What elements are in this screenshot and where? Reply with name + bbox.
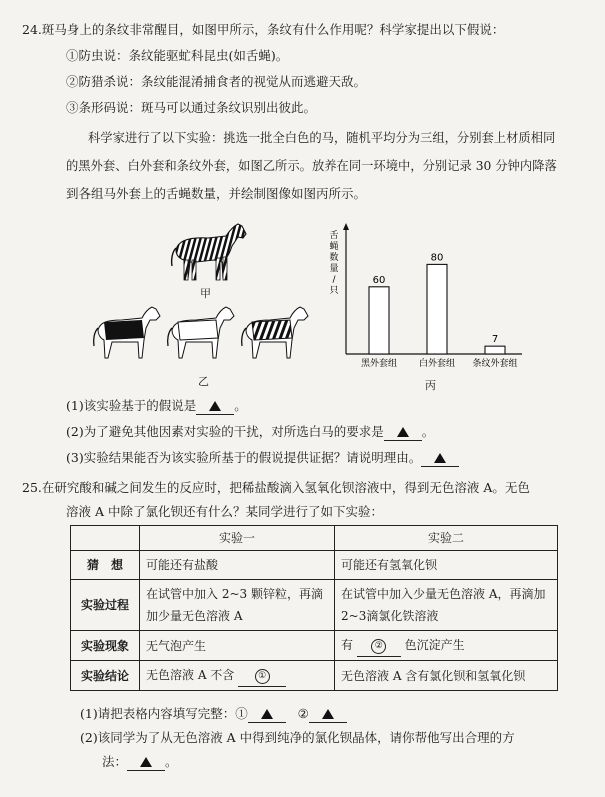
cell-exp1-procedure: 在试管中加入 2~3 颗锌粒，再滴加少量无色溶液 A bbox=[140, 580, 335, 631]
table-row bbox=[71, 580, 558, 631]
cell-exp2-phenomenon: 有 ② 色沉淀产生 bbox=[335, 631, 558, 661]
y-axis-label: 舌蝇数量/只 bbox=[329, 231, 339, 296]
q24-question-1: (1)该实验基于的假说是 。 bbox=[66, 398, 247, 413]
q25-stem-line-2: 溶液 A 中除了氯化钡还有什么？某同学进行了如下实验： bbox=[66, 504, 383, 519]
experiment-table bbox=[70, 525, 558, 691]
tsetse-fly-bar-chart bbox=[320, 222, 530, 374]
blank-1[interactable]: ① bbox=[238, 664, 286, 687]
table-row bbox=[71, 551, 558, 580]
row-head-hypothesis: 猜 想 bbox=[71, 551, 140, 580]
q24-hypothesis-2: ②防猎杀说：条纹能混淆捕食者的视觉从而逃避天敌。 bbox=[66, 74, 367, 89]
answer-triangle-icon bbox=[397, 427, 409, 437]
answer-triangle-icon bbox=[140, 757, 152, 767]
q24-answer-2-blank[interactable] bbox=[384, 424, 422, 441]
horse-black-coat bbox=[94, 307, 160, 358]
q24-experiment-line-1: 科学家进行了以下实验：挑选一批全白色的马，随机平均分为三组，分别套上材质相同 bbox=[88, 131, 556, 145]
cell-exp2-procedure: 在试管中加入少量无色溶液 A，再滴加 2~3滴氯化铁溶液 bbox=[335, 580, 558, 631]
horses-figure-yi bbox=[92, 304, 310, 366]
q25-method-blank[interactable] bbox=[127, 754, 165, 771]
x-tick-label: 白外套组 bbox=[418, 359, 456, 369]
q24-answer-1-blank[interactable] bbox=[196, 398, 234, 415]
q25-answer-2-blank[interactable] bbox=[309, 706, 347, 723]
bar-条纹外套组 bbox=[485, 346, 505, 354]
col-header-exp1: 实验一 bbox=[140, 526, 335, 551]
q25-answer-1-blank[interactable] bbox=[248, 706, 286, 723]
q24-stem: 24.斑马身上的条纹非常醒目，如图甲所示，条纹有什么作用呢？科学家提出以下假说： bbox=[22, 22, 505, 37]
x-tick-label: 条纹外套组 bbox=[472, 359, 518, 369]
q25-question-1: (1)请把表格内容填写完整：① ② bbox=[80, 706, 347, 723]
answer-triangle-icon bbox=[322, 709, 334, 719]
bar-value-label: 60 bbox=[372, 274, 386, 286]
chart-ylabel bbox=[329, 230, 338, 296]
table-row bbox=[71, 661, 558, 691]
zebra-figure-jia bbox=[168, 220, 254, 286]
col-header-exp2: 实验二 bbox=[335, 526, 558, 551]
q25-stem-line-1: 25.在研究酸和碱之间发生的反应时，把稀盐酸滴入氢氧化钡溶液中，得到无色溶液 A。无色 bbox=[22, 480, 530, 495]
q24-question-2: (2)为了避免其他因素对实验的干扰，对所选白马的要求是 。 bbox=[66, 424, 435, 439]
row-head-conclusion: 实验结论 bbox=[71, 661, 140, 691]
q25-question-2: (2)该同学为了从无色溶液 A 中得到纯净的氯化钡晶体，请你帮他写出合理的方 bbox=[80, 730, 515, 745]
q24-experiment-line-2: 的黑外套、白外套和条纹外套，如图乙所示。放养在同一环境中，分别记录 30 分钟内降落 bbox=[66, 159, 557, 173]
table-corner bbox=[71, 526, 140, 551]
bar-value-label: 7 bbox=[491, 334, 499, 346]
horse-striped-coat bbox=[242, 307, 308, 358]
y-axis-arrow bbox=[343, 223, 349, 230]
bar-value-label: 80 bbox=[430, 252, 444, 264]
q24-experiment-line-3: 到各组马外套上的舌蝇数量，并绘制图像如图丙所示。 bbox=[66, 186, 367, 201]
blank-2[interactable]: ② bbox=[357, 634, 401, 657]
answer-triangle-icon bbox=[261, 709, 273, 719]
cell-exp1-hypothesis: 可能还有盐酸 bbox=[140, 551, 335, 580]
x-tick-label: 黑外套组 bbox=[360, 359, 398, 369]
cell-exp1-conclusion: 无色溶液 A 不含 ① bbox=[140, 661, 335, 691]
table-row bbox=[71, 631, 558, 661]
q24-hypothesis-3: ③条形码说：斑马可以通过条纹识别出彼此。 bbox=[66, 100, 317, 115]
row-head-phenomenon: 实验现象 bbox=[71, 631, 140, 661]
q24-answer-3-blank[interactable] bbox=[421, 450, 459, 467]
q25-question-2-cont: 法： 。 bbox=[102, 754, 178, 769]
horse-white-coat bbox=[168, 307, 234, 358]
answer-triangle-icon bbox=[209, 401, 221, 411]
bar-白外套组 bbox=[427, 264, 447, 354]
row-head-procedure: 实验过程 bbox=[71, 580, 140, 631]
cell-exp1-phenomenon: 无气泡产生 bbox=[140, 631, 335, 661]
q24-question-3: (3)实验结果能否为该实验所基于的假说提供证据？请说明理由。 bbox=[66, 450, 459, 467]
q24-hypothesis-1: ①防虫说：条纹能驱虻科昆虫(如舌蝇)。 bbox=[66, 48, 289, 63]
figure-yi-label: 乙 bbox=[198, 375, 209, 388]
cell-exp2-conclusion: 无色溶液 A 含有氯化钡和氢氧化钡 bbox=[335, 661, 558, 691]
figure-bing-label: 丙 bbox=[425, 379, 436, 392]
answer-triangle-icon bbox=[434, 453, 446, 463]
figure-jia-label: 甲 bbox=[200, 287, 211, 300]
cell-exp2-hypothesis: 可能还有氢氧化钡 bbox=[335, 551, 558, 580]
bar-黑外套组 bbox=[369, 287, 389, 354]
